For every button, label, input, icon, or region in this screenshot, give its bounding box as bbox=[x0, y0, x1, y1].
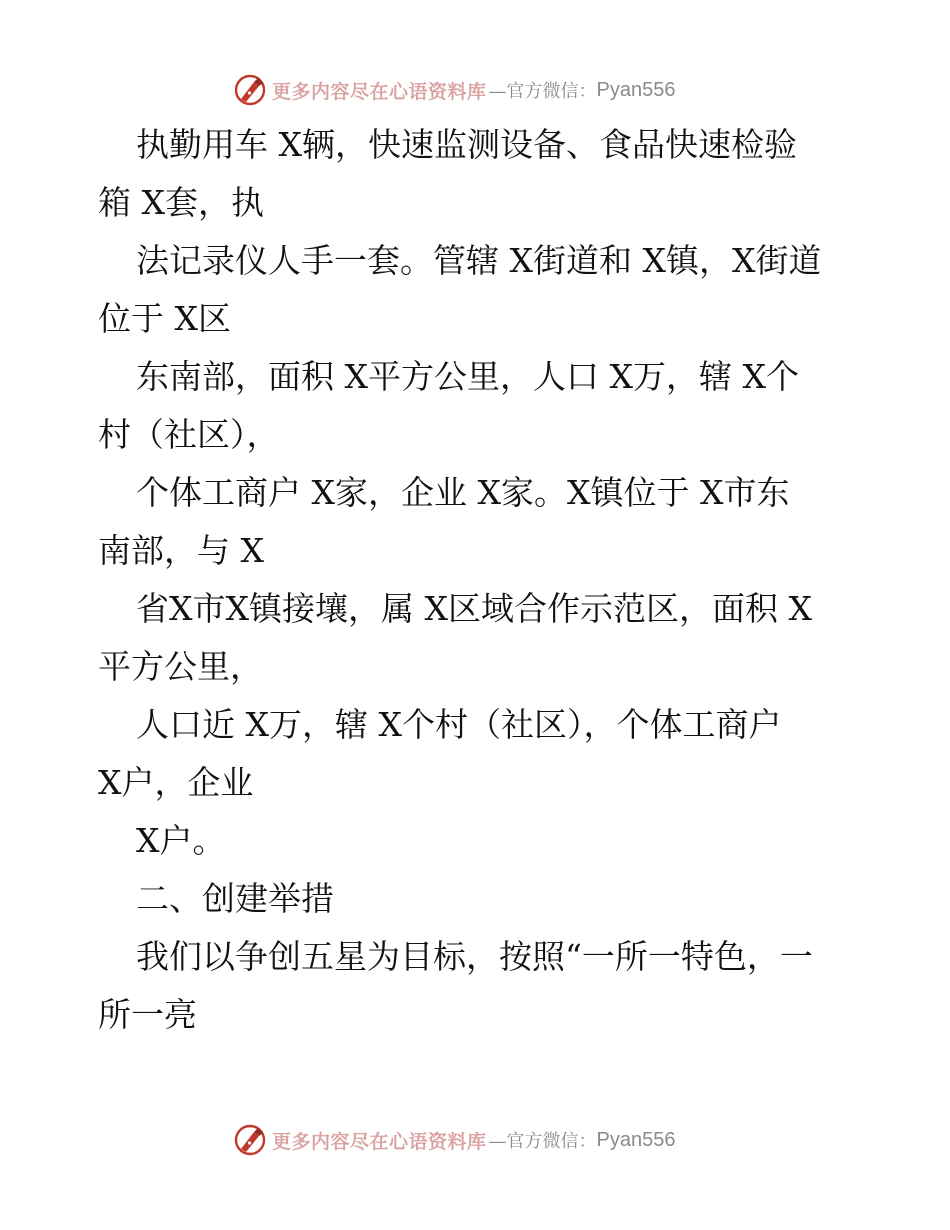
header-wechat-handle: Pyan556 bbox=[596, 78, 676, 101]
section-heading: 二、创建举措 bbox=[136, 879, 334, 918]
text-line: 省X市X镇接壤，属 X区域合作示范区，面积 X bbox=[136, 589, 812, 628]
text-line: 法记录仪人手一套。管辖 X街道和 X镇，X街道 bbox=[136, 241, 822, 280]
pen-nib-logo-icon bbox=[232, 72, 268, 108]
footer-official-text: —官方微信： bbox=[488, 1131, 597, 1152]
text-line: 平方公里， bbox=[98, 647, 263, 686]
text-line: 执勤用车 X辆，快速监测设备、食品快速检验 bbox=[136, 125, 797, 164]
footer-brand-text: 更多内容尽在心语资料库 bbox=[272, 1130, 487, 1153]
body-text bbox=[98, 116, 888, 1044]
text-line: 人口近 X万，辖 X个村（社区），个体工商户 bbox=[136, 705, 782, 744]
text-line: 位于 X区 bbox=[98, 299, 231, 338]
footer-wechat-handle: Pyan556 bbox=[596, 1128, 676, 1151]
text-line: X户，企业 bbox=[98, 763, 254, 802]
text-line: 个体工商户 X家，企业 X家。X镇位于 X市东 bbox=[136, 473, 790, 512]
text-line: 我们以争创五星为目标，按照“一所一特色，一 bbox=[136, 937, 813, 976]
header-official-text: —官方微信： bbox=[488, 81, 597, 102]
text-line: 箱 X套，执 bbox=[98, 183, 264, 222]
text-line: 东南部，面积 X平方公里，人口 X万，辖 X个 bbox=[136, 357, 799, 396]
header-watermark bbox=[232, 70, 675, 110]
text-line: 南部，与 X bbox=[98, 531, 264, 570]
pen-nib-logo-icon bbox=[232, 1122, 268, 1158]
header-brand-text: 更多内容尽在心语资料库 bbox=[272, 80, 487, 103]
footer-watermark bbox=[232, 1120, 675, 1160]
text-line: 村（社区）， bbox=[98, 415, 280, 454]
text-line: 所一亮 bbox=[98, 995, 197, 1034]
text-line: X户。 bbox=[136, 821, 226, 860]
